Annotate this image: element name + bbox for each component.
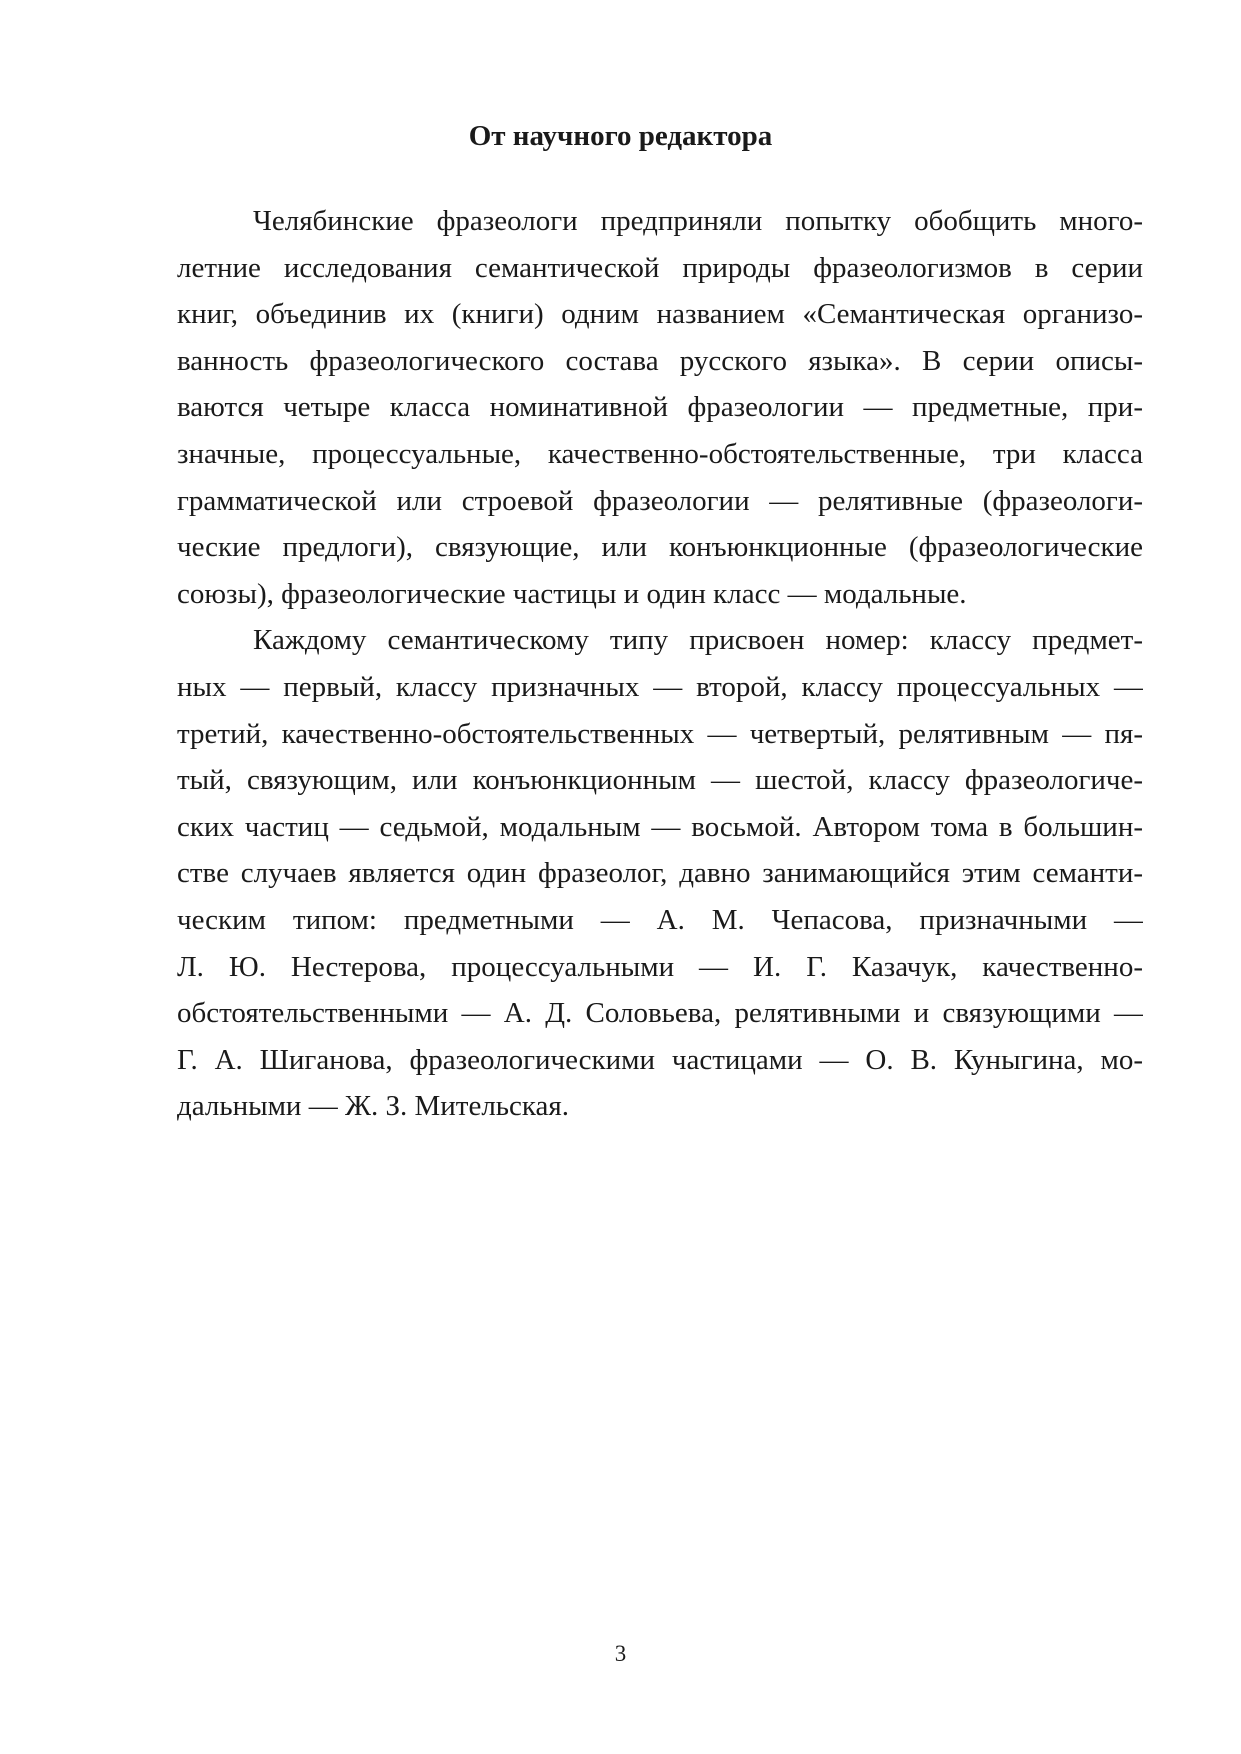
text-line: дальными — Ж. З. Мительская.: [177, 1090, 569, 1123]
page-number: 3: [614, 1641, 627, 1666]
text-line: книг, объединив их (книги) одним названием «Семантическая организо-: [177, 298, 1143, 331]
page-title: От научного редактора: [468, 120, 773, 152]
text-line: ческим типом: предметными — А. М. Чепасова, призначными —: [177, 903, 1143, 936]
text-line: ческие предлоги), связующие, или конъюнкционные (фразеологические: [177, 531, 1143, 564]
text-line: ских частиц — седьмой, модальным — восьмой. Автором тома в большин-: [177, 810, 1143, 843]
text-line: союзы), фразеологические частицы и один класс — модальные.: [177, 577, 967, 610]
text-line: Л. Ю. Нестерова, процессуальными — И. Г. Казачук, качественно-: [177, 950, 1143, 983]
text-line: стве случаев является один фразеолог, давно занимающийся этим семанти-: [177, 857, 1143, 890]
text-line: летние исследования семантической природы фразеологизмов в серии: [177, 251, 1143, 284]
text-line: ваются четыре класса номинативной фразеологии — предметные, при-: [177, 391, 1143, 424]
text-line: Г. А. Шиганова, фразеологическими частицами — О. В. Куныгина, мо-: [177, 1043, 1143, 1076]
text-line: ванность фразеологического состава русского языка». В серии описы-: [177, 344, 1143, 377]
body-text: [177, 198, 1143, 1130]
text-line: Челябинские фразеологи предприняли попытку обобщить много-: [253, 205, 1143, 237]
text-line: обстоятельственными — А. Д. Соловьева, релятивными и связующими —: [177, 997, 1143, 1030]
text-line: тый, связующим, или конъюнкционным — шестой, классу фразеологиче-: [177, 764, 1143, 797]
text-line: грамматической или строевой фразеологии — релятивные (фразеологи-: [177, 484, 1143, 517]
text-line: ных — первый, классу призначных — второй, классу процессуальных —: [177, 670, 1143, 703]
text-line: Каждому семантическому типу присвоен номер: классу предмет-: [253, 624, 1143, 657]
text-line: значные, процессуальные, качественно-обстоятельственные, три класса: [177, 437, 1143, 470]
text-line: третий, качественно-обстоятельственных — четвертый, релятивным — пя-: [177, 717, 1143, 750]
